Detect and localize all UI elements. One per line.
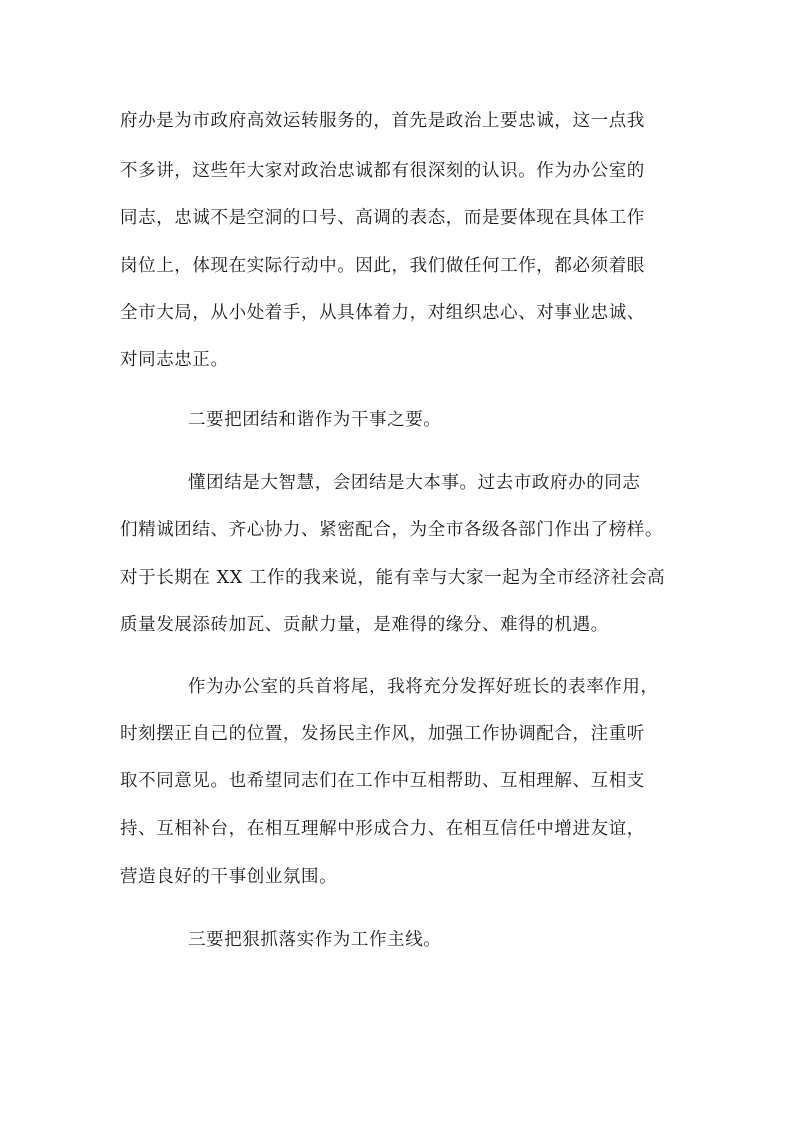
body-text-line: 们精诚团结、齐心协力、紧密配合，为全市各级各部门作出了榜样。 — [120, 520, 663, 540]
body-text-line: 同志，忠诚不是空洞的口号、高调的表态，而是要体现在具体工作 — [120, 208, 645, 228]
section-heading-3: 三要把狠抓落实作为工作主线。 — [188, 930, 442, 950]
body-text-line: 岗位上，体现在实际行动中。因此，我们做任何工作，都必须着眼 — [120, 256, 645, 276]
body-text-line: 府办是为市政府高效运转服务的，首先是政治上要忠诚，这一点我 — [120, 111, 645, 131]
body-text-line: 时刻摆正自己的位置，发扬民主作风，加强工作协调配合，注重听 — [120, 724, 645, 744]
body-text-line: 营造良好的干事创业氛围。 — [120, 867, 338, 887]
body-text-line: 懂团结是大智慧，会团结是大本事。过去市政府办的同志 — [188, 473, 641, 493]
body-text-line: 取不同意见。也希望同志们在工作中互相帮助、互相理解、互相支 — [120, 771, 645, 791]
body-text-line: 作为办公室的兵首将尾，我将充分发挥好班长的表率作用， — [188, 677, 659, 697]
section-heading-2: 二要把团结和谐作为干事之要。 — [188, 410, 442, 430]
body-text-line: 持、互相补台，在相互理解中形成合力、在相互信任中增进友谊， — [120, 819, 645, 839]
body-text-line: 不多讲，这些年大家对政治忠诚都有很深刻的认识。作为办公室的 — [120, 161, 645, 181]
body-text-line: 对同志忠正。 — [120, 350, 229, 370]
body-text-line: 质量发展添砖加瓦、贡献力量，是难得的缘分、难得的机遇。 — [120, 615, 609, 635]
body-text-line: 全市大局，从小处着手，从具体着力，对组织忠心、对事业忠诚、 — [120, 303, 645, 323]
body-text-line: 对于长期在 XX 工作的我来说，能有幸与大家一起为全市经济社会高 — [120, 568, 666, 588]
